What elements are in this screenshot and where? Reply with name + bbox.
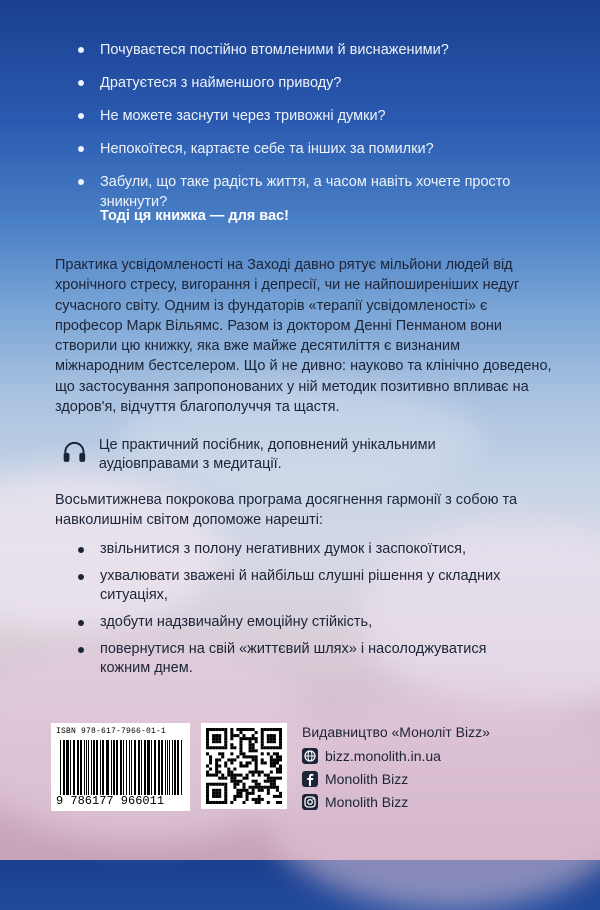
publisher-facebook-row xyxy=(302,767,490,790)
intro-question: Непокоїтеся, картаєте себе та інших за помилки? xyxy=(76,139,546,159)
qr-code xyxy=(201,723,287,809)
publisher-instagram: Monolith Bizz xyxy=(325,793,409,810)
tagline: Тоді ця книжка — для вас! xyxy=(100,208,289,224)
intro-question: Почуваєтеся постійно втомленими й виснаженими? xyxy=(76,40,546,60)
intro-question: Не можете заснути через тривожні думки? xyxy=(76,106,546,126)
barcode-number: 9 786177 966011 xyxy=(56,794,165,808)
globe-icon xyxy=(302,748,318,764)
benefits-list xyxy=(76,540,536,686)
publisher-name: Видавництво «Моноліт Bizz» xyxy=(302,724,490,740)
publisher-website-row xyxy=(302,744,490,767)
audio-note xyxy=(62,436,532,474)
publisher-facebook: Monolith Bizz xyxy=(325,770,409,787)
publisher-instagram-row xyxy=(302,790,490,813)
intro-question: Дратуєтеся з найменшого приводу? xyxy=(76,73,546,93)
benefit-item: повернутися на свій «життєвий шлях» і насолоджуватися кожним днем. xyxy=(76,640,536,678)
qr-code-pattern xyxy=(206,728,282,804)
benefit-item: звільнитися з полону негативних думок і заспокоїтися, xyxy=(76,540,536,559)
audio-note-text: Це практичний посібник, доповнений унікальними аудіовправами з медитації. xyxy=(98,437,436,472)
facebook-icon xyxy=(302,771,318,787)
program-intro: Восьмитижнева покрокова програма досягнення гармонії з собою та навколишнім світом допоможе нарешті: xyxy=(55,492,518,528)
publisher-website: bizz.monolith.in.ua xyxy=(325,747,441,764)
intro-question-list xyxy=(76,40,546,225)
benefit-item: ухвалювати зважені й найбільш слушні рішення у складних ситуаціях, xyxy=(76,567,536,605)
publisher-info xyxy=(302,722,490,813)
isbn-barcode xyxy=(51,723,190,811)
benefit-item: здобути надзвичайну емоційну стійкість, xyxy=(76,613,536,632)
barcode-bars xyxy=(60,740,184,795)
headphones-icon xyxy=(62,438,87,466)
isbn-text: ISBN 978-617-7966-01-1 xyxy=(56,727,167,736)
description-paragraph: Практика усвідомленості на Заході давно рятує мільйони людей від хронічного стресу, вигорання і депресії, чи не найпоширеніших недуг сучасного світу. Одним із фундаторів «терапії усвідомленості» є професор Марк Вільямс. Разом із доктором Денні Пенманом вони створили цю книжку, яка вже майже десятиліття є визнаним міжнародним бестселером. Що й не дивно: науково та клінічно доведено, що застосування запропонованих у ній методик позитивно впливає на здоров'я, відчуття благополуччя та щастя. xyxy=(55,257,552,416)
intro-question: Забули, що таке радість життя, а часом навіть хочете просто зникнути? xyxy=(76,172,546,212)
instagram-icon xyxy=(302,794,318,810)
